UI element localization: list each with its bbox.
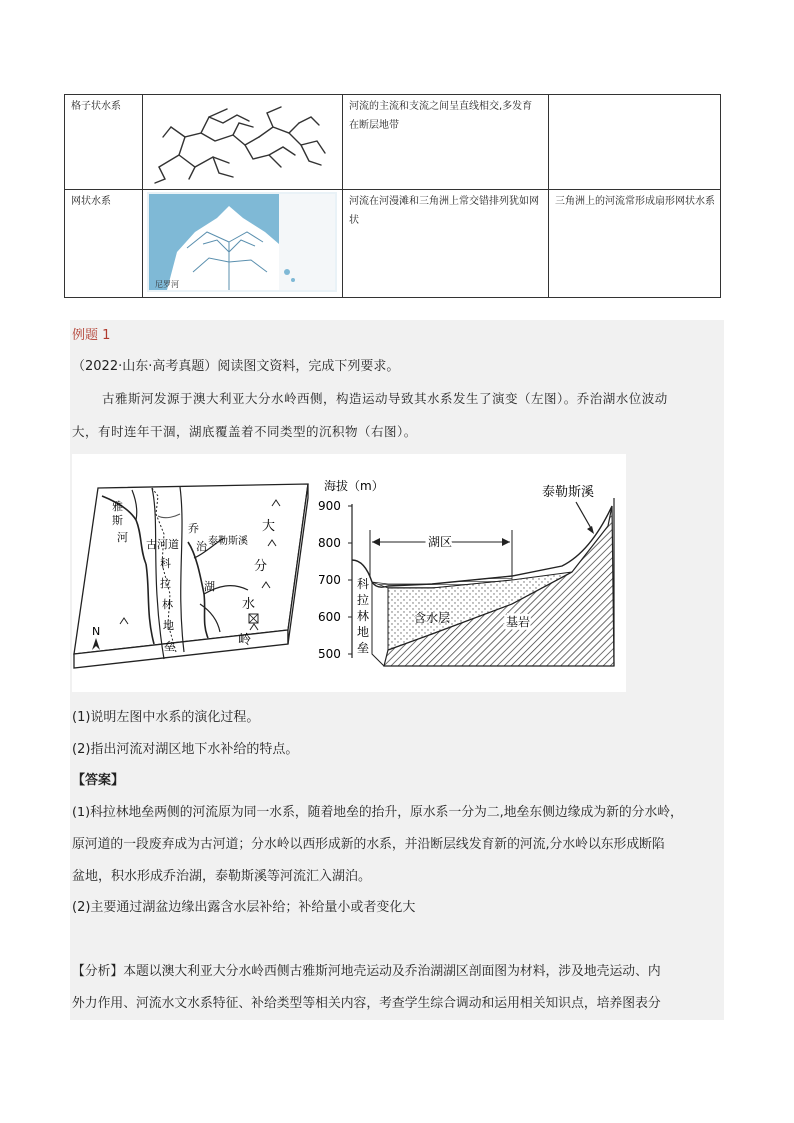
table-cell-desc: 河流在河漫滩和三角洲上常交错排列犹如网状 bbox=[343, 190, 549, 297]
question-1: (1)说明左图中水系的演化过程。 bbox=[72, 710, 260, 725]
analysis-line2: 外力作用、河流水文水系特征、补给类型等相关内容，考查学生综合调动和运用相关知识点，培养图表分 bbox=[72, 996, 661, 1011]
table-cell-note: 三角洲上的河流常形成扇形网状水系 bbox=[555, 196, 715, 207]
y-tick-600: 600 bbox=[318, 610, 341, 624]
qiao-label-2: 治 bbox=[196, 540, 207, 553]
answer-1-line2: 原河道的一段废弃成为古河道；分水岭以西形成新的水系，并沿断层线发育新的河流,分水岭以东形成断陷 bbox=[72, 837, 665, 852]
table-row bbox=[65, 95, 720, 190]
yasi-label-1: 雅 bbox=[112, 500, 123, 513]
question-2: (2)指出河流对湖区地下水补给的特点。 bbox=[72, 742, 299, 757]
kelalin-label-5: 垒 bbox=[164, 640, 175, 653]
left-block-map bbox=[74, 484, 308, 668]
table-cell-image bbox=[143, 190, 343, 297]
answer-1-line1: (1)科拉林地垒两侧的河流原为同一水系，随着地垒的抬升，原水系一分为二,地垒东侧边缘成为新的分水岭， bbox=[72, 805, 683, 820]
y-tick-700: 700 bbox=[318, 573, 341, 587]
exercise-intro-line2: 大，有时连年干涸，湖底覆盖着不同类型的沉积物（右图）。 bbox=[72, 424, 417, 439]
exercise-source: （2022·山东·高考真题）阅读图文资料，完成下列要求。 bbox=[72, 359, 400, 374]
north-label: N bbox=[92, 625, 101, 638]
kelalin-label-1: 科 bbox=[160, 557, 171, 570]
table-cell-type: 网状水系 bbox=[65, 190, 143, 297]
profile-kelalin-2: 拉 bbox=[357, 593, 370, 607]
taile-label-right: 泰勒斯溪 bbox=[542, 485, 595, 500]
exercise-label: 例题 1 bbox=[72, 328, 111, 343]
yasi-label-2: 斯 bbox=[112, 514, 123, 527]
profile-kelalin-4: 地 bbox=[357, 625, 370, 639]
dafen-label-4: 岭 bbox=[238, 633, 252, 648]
profile-kelalin-1: 科 bbox=[357, 577, 370, 591]
answer-1-line3: 盆地，积水形成乔治湖，泰勒斯溪等河流汇入湖泊。 bbox=[72, 869, 372, 884]
kelalin-label-2: 拉 bbox=[160, 577, 171, 590]
profile-kelalin-3: 林 bbox=[357, 609, 370, 623]
aquifer-label: 含水层 bbox=[414, 611, 451, 625]
bedrock-label: 基岩 bbox=[506, 615, 531, 629]
answer-2: (2)主要通过湖盆边缘出露含水层补给；补给量小或者变化大 bbox=[72, 900, 416, 915]
delta-drainage-image bbox=[147, 192, 337, 292]
y-tick-800: 800 bbox=[318, 536, 341, 550]
table-row bbox=[65, 190, 720, 297]
qiao-label-1: 乔 bbox=[188, 522, 199, 535]
table-cell-type: 格子状水系 bbox=[65, 95, 143, 189]
dafen-label-2: 分 bbox=[254, 559, 268, 574]
profile-y-axis-title: 海拔（m） bbox=[324, 479, 384, 493]
figure bbox=[72, 454, 626, 692]
yasi-label-3: 河 bbox=[117, 531, 128, 544]
exercise-intro-line1: 古雅斯河发源于澳大利亚大分水岭西侧，构造运动导致其水系发生了演变（左图）。乔治湖水位波动 bbox=[102, 391, 668, 406]
lake-zone-label: 湖区 bbox=[428, 535, 453, 549]
table-cell-note bbox=[549, 95, 722, 189]
answer-label: 【答案】 bbox=[72, 773, 125, 788]
kelalin-label-3: 林 bbox=[162, 598, 173, 611]
y-tick-500: 500 bbox=[318, 647, 341, 661]
profile-kelalin-5: 垒 bbox=[357, 641, 370, 655]
y-tick-900: 900 bbox=[318, 499, 341, 513]
dafen-label-1: 大 bbox=[262, 519, 276, 534]
trellis-drainage-image bbox=[149, 97, 337, 187]
table-cell-image bbox=[143, 95, 343, 189]
hu-label: 湖 bbox=[204, 580, 215, 593]
taile-label-left: 泰勒斯溪 bbox=[208, 536, 248, 547]
river-system-table bbox=[64, 94, 721, 298]
table-cell-desc: 河流的主流和支流之间呈直线相交,多发育在断层地带 bbox=[343, 95, 549, 189]
kelalin-label-4: 地 bbox=[163, 619, 174, 632]
right-profile bbox=[318, 478, 614, 666]
delta-image-caption: 尼罗河 bbox=[155, 280, 179, 289]
analysis-line1: 【分析】本题以澳大利亚大分水岭西侧古雅斯河地壳运动及乔治湖湖区剖面图为材料，涉及地壳运动、内 bbox=[72, 964, 661, 979]
old-river-label: 古河道 bbox=[146, 538, 179, 551]
dafen-label-3: 水 bbox=[242, 597, 256, 612]
